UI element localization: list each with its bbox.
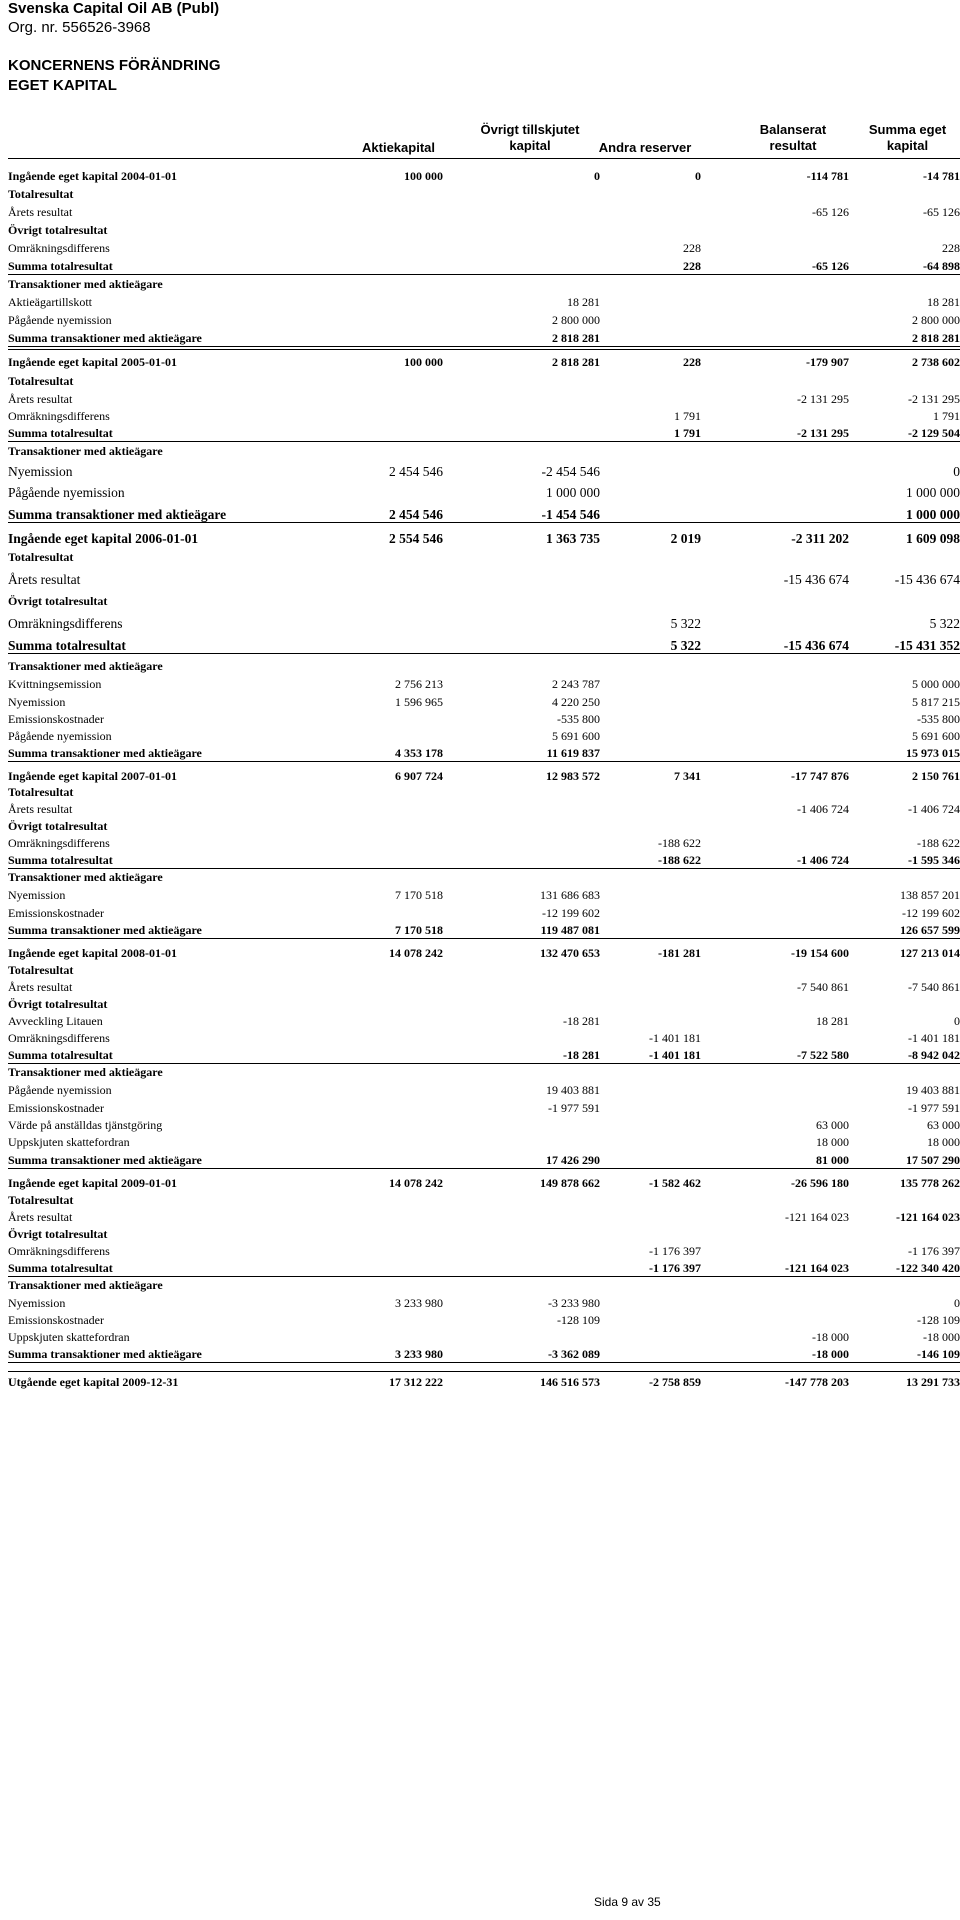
table-row-transaktioner-med-aktieagare xyxy=(8,1277,960,1294)
row-label: Summa transaktioner med aktieägare xyxy=(8,1153,202,1167)
table-row-pagaende-nyemission xyxy=(8,484,960,501)
report-title-line2: EGET KAPITAL xyxy=(8,77,117,94)
cell-summa-eget-kapital: 0 xyxy=(954,1014,960,1028)
table-row-uppskjuten-skattefordran xyxy=(8,1329,960,1346)
section-rule xyxy=(8,1371,960,1372)
cell-aktiekapital: 1 596 965 xyxy=(395,695,443,709)
row-label: Ingående eget kapital 2009-01-01 xyxy=(8,1176,177,1190)
row-label: Uppskjuten skattefordran xyxy=(8,1330,130,1344)
row-label: Summa totalresultat xyxy=(8,1261,113,1275)
cell-andra-reserver: 1 791 xyxy=(674,426,701,440)
cell-aktiekapital: 14 078 242 xyxy=(389,946,443,960)
table-row-summa-totalresultat xyxy=(8,637,960,654)
cell-ovrigt-tillskjutet-kapital: 119 487 081 xyxy=(540,923,600,937)
table-row-nyemission xyxy=(8,1295,960,1312)
row-rule xyxy=(8,1168,960,1169)
cell-summa-eget-kapital: 135 778 262 xyxy=(900,1176,960,1190)
cell-ovrigt-tillskjutet-kapital: 19 403 881 xyxy=(546,1083,600,1097)
table-row-nyemission xyxy=(8,694,960,711)
cell-summa-eget-kapital: -2 131 295 xyxy=(908,392,960,406)
cell-aktiekapital: 6 907 724 xyxy=(395,769,443,783)
table-row-ingaende-eget-kapital-2009-01-01 xyxy=(8,1175,960,1192)
cell-summa-eget-kapital: -535 800 xyxy=(917,712,960,726)
table-row-avveckling-litauen xyxy=(8,1013,960,1030)
cell-summa-eget-kapital: -146 109 xyxy=(917,1347,960,1361)
cell-summa-eget-kapital: 2 800 000 xyxy=(912,313,960,327)
cell-summa-eget-kapital: -14 781 xyxy=(923,169,960,183)
table-row-omrakningsdifferens xyxy=(8,835,960,852)
cell-summa-eget-kapital: -121 164 023 xyxy=(896,1210,960,1224)
table-row-arets-resultat xyxy=(8,571,960,588)
cell-aktiekapital: 7 170 518 xyxy=(395,923,443,937)
table-row-summa-totalresultat xyxy=(8,1047,960,1064)
cell-summa-eget-kapital: 2 150 761 xyxy=(912,769,960,783)
row-label: Emissionskostnader xyxy=(8,1101,104,1115)
cell-ovrigt-tillskjutet-kapital: 2 243 787 xyxy=(552,677,600,691)
row-label: Totalresultat xyxy=(8,374,74,388)
cell-ovrigt-tillskjutet-kapital: 2 800 000 xyxy=(552,313,600,327)
cell-ovrigt-tillskjutet-kapital: 4 220 250 xyxy=(552,695,600,709)
cell-summa-eget-kapital: 1 000 000 xyxy=(906,507,960,522)
row-label: Pågående nyemission xyxy=(8,1083,112,1097)
row-label: Transaktioner med aktieägare xyxy=(8,277,163,291)
cell-balanserat-resultat: -2 311 202 xyxy=(791,531,849,546)
table-row-summa-totalresultat xyxy=(8,1260,960,1277)
cell-balanserat-resultat: -7 522 580 xyxy=(797,1048,849,1062)
row-rule xyxy=(8,346,960,347)
cell-summa-eget-kapital: -1 977 591 xyxy=(908,1101,960,1115)
cell-andra-reserver: -1 582 462 xyxy=(649,1176,701,1190)
table-row-ovrigt-totalresultat xyxy=(8,222,960,239)
row-label: Ingående eget kapital 2007-01-01 xyxy=(8,769,177,783)
row-label: Uppskjuten skattefordran xyxy=(8,1135,130,1149)
cell-andra-reserver: 0 xyxy=(695,169,701,183)
row-label: Årets resultat xyxy=(8,802,73,816)
cell-summa-eget-kapital: -15 431 352 xyxy=(894,638,960,653)
cell-andra-reserver: 228 xyxy=(683,259,701,273)
row-label: Omräkningsdifferens xyxy=(8,836,110,850)
cell-summa-eget-kapital: 0 xyxy=(953,464,960,479)
row-label: Ingående eget kapital 2008-01-01 xyxy=(8,946,177,960)
table-row-arets-resultat xyxy=(8,204,960,221)
column-header-ovrigt-tillskjutet-kapital: Övrigt tillskjutet kapital xyxy=(480,122,580,153)
cell-summa-eget-kapital: -8 942 042 xyxy=(908,1048,960,1062)
table-row-emissionskostnader xyxy=(8,711,960,728)
cell-ovrigt-tillskjutet-kapital: -18 281 xyxy=(563,1014,600,1028)
table-row-kvittningsemission xyxy=(8,676,960,693)
row-label: Övrigt totalresultat xyxy=(8,223,108,237)
cell-andra-reserver: 2 019 xyxy=(670,531,701,546)
cell-ovrigt-tillskjutet-kapital: 18 281 xyxy=(567,295,600,309)
row-label: Summa totalresultat xyxy=(8,426,113,440)
cell-summa-eget-kapital: 5 322 xyxy=(929,616,960,631)
cell-balanserat-resultat: -179 907 xyxy=(806,355,849,369)
table-row-ovrigt-totalresultat xyxy=(8,996,960,1013)
cell-summa-eget-kapital: 17 507 290 xyxy=(906,1153,960,1167)
row-rule xyxy=(8,1362,960,1363)
cell-aktiekapital: 2 454 546 xyxy=(389,507,443,522)
cell-ovrigt-tillskjutet-kapital: 12 983 572 xyxy=(546,769,600,783)
table-row-summa-totalresultat xyxy=(8,258,960,275)
table-row-summa-transaktioner-med-aktieagare xyxy=(8,922,960,939)
page-number: Sida 9 av 35 xyxy=(594,1895,661,1909)
cell-ovrigt-tillskjutet-kapital: 146 516 573 xyxy=(540,1375,600,1389)
cell-andra-reserver: 1 791 xyxy=(674,409,701,423)
table-row-transaktioner-med-aktieagare xyxy=(8,869,960,886)
cell-ovrigt-tillskjutet-kapital: -535 800 xyxy=(557,712,600,726)
cell-andra-reserver: 5 322 xyxy=(670,638,701,653)
cell-balanserat-resultat: -18 000 xyxy=(812,1347,849,1361)
table-row-transaktioner-med-aktieagare xyxy=(8,1064,960,1081)
cell-summa-eget-kapital: -15 436 674 xyxy=(894,572,960,587)
cell-summa-eget-kapital: 63 000 xyxy=(927,1118,960,1132)
cell-summa-eget-kapital: 1 000 000 xyxy=(906,485,960,500)
row-label: Övrigt totalresultat xyxy=(8,594,108,608)
row-label: Totalresultat xyxy=(8,963,74,977)
cell-aktiekapital: 100 000 xyxy=(404,169,443,183)
row-label: Transaktioner med aktieägare xyxy=(8,870,163,884)
row-rule xyxy=(8,441,960,442)
cell-aktiekapital: 2 454 546 xyxy=(389,464,443,479)
cell-ovrigt-tillskjutet-kapital: 132 470 653 xyxy=(540,946,600,960)
cell-andra-reserver: -1 401 181 xyxy=(649,1031,701,1045)
row-label: Nyemission xyxy=(8,464,73,479)
table-row-arets-resultat xyxy=(8,391,960,408)
row-label: Transaktioner med aktieägare xyxy=(8,444,163,458)
cell-andra-reserver: -181 281 xyxy=(658,946,701,960)
cell-balanserat-resultat: 18 281 xyxy=(816,1014,849,1028)
cell-balanserat-resultat: -15 436 674 xyxy=(783,572,849,587)
row-label: Årets resultat xyxy=(8,980,73,994)
row-label: Utgående eget kapital 2009-12-31 xyxy=(8,1375,179,1389)
row-label: Årets resultat xyxy=(8,392,73,406)
cell-summa-eget-kapital: -64 898 xyxy=(923,259,960,273)
cell-summa-eget-kapital: -1 401 181 xyxy=(908,1031,960,1045)
cell-balanserat-resultat: -121 164 023 xyxy=(785,1210,849,1224)
row-label: Ingående eget kapital 2005-01-01 xyxy=(8,355,177,369)
cell-ovrigt-tillskjutet-kapital: 0 xyxy=(594,169,600,183)
row-label: Årets resultat xyxy=(8,205,73,219)
row-label: Omräkningsdifferens xyxy=(8,1031,110,1045)
row-label: Övrigt totalresultat xyxy=(8,997,108,1011)
table-row-pagaende-nyemission xyxy=(8,728,960,745)
cell-summa-eget-kapital: 18 281 xyxy=(927,295,960,309)
table-row-emissionskostnader xyxy=(8,905,960,922)
cell-balanserat-resultat: -121 164 023 xyxy=(785,1261,849,1275)
column-header-summa-eget-kapital: Summa eget kapital xyxy=(868,122,947,153)
cell-summa-eget-kapital: -65 126 xyxy=(923,205,960,219)
row-label: Kvittningsemission xyxy=(8,677,102,691)
cell-balanserat-resultat: -65 126 xyxy=(812,205,849,219)
row-label: Övrigt totalresultat xyxy=(8,819,108,833)
row-label: Transaktioner med aktieägare xyxy=(8,1065,163,1079)
row-label: Summa transaktioner med aktieägare xyxy=(8,1347,202,1361)
row-label: Totalresultat xyxy=(8,187,74,201)
row-label: Nyemission xyxy=(8,888,66,902)
table-row-totalresultat xyxy=(8,784,960,801)
row-label: Summa transaktioner med aktieägare xyxy=(8,923,202,937)
row-label: Summa totalresultat xyxy=(8,853,113,867)
table-row-ingaende-eget-kapital-2007-01-01 xyxy=(8,768,960,785)
row-label: Omräkningsdifferens xyxy=(8,1244,110,1258)
cell-summa-eget-kapital: 126 657 599 xyxy=(900,923,960,937)
cell-summa-eget-kapital: -188 622 xyxy=(917,836,960,850)
cell-summa-eget-kapital: 127 213 014 xyxy=(900,946,960,960)
table-row-ovrigt-totalresultat xyxy=(8,818,960,835)
section-rule xyxy=(8,349,960,350)
table-row-totalresultat xyxy=(8,373,960,390)
row-rule xyxy=(8,522,960,523)
cell-ovrigt-tillskjutet-kapital: 2 818 281 xyxy=(552,331,600,345)
cell-balanserat-resultat: -26 596 180 xyxy=(791,1176,849,1190)
table-row-nyemission xyxy=(8,463,960,480)
row-label: Summa totalresultat xyxy=(8,259,113,273)
cell-summa-eget-kapital: 2 818 281 xyxy=(912,331,960,345)
row-label: Ingående eget kapital 2006-01-01 xyxy=(8,531,199,546)
table-row-utgaende-eget-kapital-2009-12-31 xyxy=(8,1374,960,1391)
cell-summa-eget-kapital: 15 973 015 xyxy=(906,746,960,760)
cell-summa-eget-kapital: -1 406 724 xyxy=(908,802,960,816)
cell-balanserat-resultat: -19 154 600 xyxy=(791,946,849,960)
table-row-omrakningsdifferens xyxy=(8,240,960,257)
column-header-aktiekapital: Aktiekapital xyxy=(362,140,435,155)
cell-summa-eget-kapital: 19 403 881 xyxy=(906,1083,960,1097)
row-label: Summa totalresultat xyxy=(8,1048,113,1062)
row-label: Totalresultat xyxy=(8,785,74,799)
table-row-transaktioner-med-aktieagare xyxy=(8,658,960,675)
row-label: Nyemission xyxy=(8,695,66,709)
cell-summa-eget-kapital: 228 xyxy=(942,241,960,255)
cell-summa-eget-kapital: -18 000 xyxy=(923,1330,960,1344)
cell-aktiekapital: 2 554 546 xyxy=(389,531,443,546)
table-row-pagaende-nyemission xyxy=(8,312,960,329)
cell-summa-eget-kapital: -7 540 861 xyxy=(908,980,960,994)
table-row-summa-totalresultat xyxy=(8,852,960,869)
cell-balanserat-resultat: -2 131 295 xyxy=(797,392,849,406)
cell-aktiekapital: 100 000 xyxy=(404,355,443,369)
row-label: Årets resultat xyxy=(8,1210,73,1224)
table-row-omrakningsdifferens xyxy=(8,1243,960,1260)
cell-aktiekapital: 3 233 980 xyxy=(395,1347,443,1361)
row-label: Årets resultat xyxy=(8,572,81,587)
table-row-totalresultat xyxy=(8,962,960,979)
cell-ovrigt-tillskjutet-kapital: -128 109 xyxy=(557,1313,600,1327)
row-label: Summa transaktioner med aktieägare xyxy=(8,331,202,345)
cell-summa-eget-kapital: 1 791 xyxy=(933,409,960,423)
cell-summa-eget-kapital: 2 738 602 xyxy=(912,355,960,369)
row-label: Transaktioner med aktieägare xyxy=(8,1278,163,1292)
cell-andra-reserver: -1 176 397 xyxy=(649,1261,701,1275)
cell-summa-eget-kapital: 13 291 733 xyxy=(906,1375,960,1389)
table-row-ovrigt-totalresultat xyxy=(8,593,960,610)
cell-summa-eget-kapital: 18 000 xyxy=(927,1135,960,1149)
cell-ovrigt-tillskjutet-kapital: 17 426 290 xyxy=(546,1153,600,1167)
cell-summa-eget-kapital: 1 609 098 xyxy=(906,531,960,546)
row-label: Pågående nyemission xyxy=(8,313,112,327)
column-header-andra-reserver: Andra reserver xyxy=(598,140,692,155)
table-row-totalresultat xyxy=(8,1192,960,1209)
table-row-varde-pa-anstalldas-tjanstgoring xyxy=(8,1117,960,1134)
cell-balanserat-resultat: 18 000 xyxy=(816,1135,849,1149)
table-row-arets-resultat xyxy=(8,979,960,996)
cell-summa-eget-kapital: 0 xyxy=(954,1296,960,1310)
table-row-aktieagartillskott xyxy=(8,294,960,311)
cell-balanserat-resultat: -1 406 724 xyxy=(797,853,849,867)
table-row-nyemission xyxy=(8,887,960,904)
row-label: Emissionskostnader xyxy=(8,712,104,726)
cell-summa-eget-kapital: 5 691 600 xyxy=(912,729,960,743)
row-label: Emissionskostnader xyxy=(8,1313,104,1327)
cell-summa-eget-kapital: -1 176 397 xyxy=(908,1244,960,1258)
table-row-emissionskostnader xyxy=(8,1100,960,1117)
row-label: Övrigt totalresultat xyxy=(8,1227,108,1241)
cell-aktiekapital: 14 078 242 xyxy=(389,1176,443,1190)
cell-summa-eget-kapital: -2 129 504 xyxy=(908,426,960,440)
cell-balanserat-resultat: 81 000 xyxy=(816,1153,849,1167)
table-row-transaktioner-med-aktieagare xyxy=(8,443,960,460)
cell-summa-eget-kapital: 5 000 000 xyxy=(912,677,960,691)
table-row-emissionskostnader xyxy=(8,1312,960,1329)
table-row-summa-transaktioner-med-aktieagare xyxy=(8,1152,960,1169)
cell-summa-eget-kapital: 138 857 201 xyxy=(900,888,960,902)
table-row-pagaende-nyemission xyxy=(8,1082,960,1099)
cell-summa-eget-kapital: 5 817 215 xyxy=(912,695,960,709)
cell-ovrigt-tillskjutet-kapital: -1 454 546 xyxy=(541,507,600,522)
table-row-ovrigt-totalresultat xyxy=(8,1226,960,1243)
cell-balanserat-resultat: -2 131 295 xyxy=(797,426,849,440)
table-row-ingaende-eget-kapital-2006-01-01 xyxy=(8,530,960,547)
cell-aktiekapital: 2 756 213 xyxy=(395,677,443,691)
cell-ovrigt-tillskjutet-kapital: 2 818 281 xyxy=(552,355,600,369)
cell-ovrigt-tillskjutet-kapital: 149 878 662 xyxy=(540,1176,600,1190)
row-label: Totalresultat xyxy=(8,1193,74,1207)
org-number: Org. nr. 556526-3968 xyxy=(8,19,151,36)
cell-ovrigt-tillskjutet-kapital: -18 281 xyxy=(563,1048,600,1062)
table-row-ingaende-eget-kapital-2005-01-01 xyxy=(8,354,960,371)
column-header-balanserat-resultat: Balanserat resultat xyxy=(759,122,827,153)
table-row-summa-transaktioner-med-aktieagare xyxy=(8,1346,960,1363)
table-row-transaktioner-med-aktieagare xyxy=(8,276,960,293)
cell-aktiekapital: 3 233 980 xyxy=(395,1296,443,1310)
cell-ovrigt-tillskjutet-kapital: 11 619 837 xyxy=(546,746,600,760)
cell-balanserat-resultat: -18 000 xyxy=(812,1330,849,1344)
row-rule xyxy=(8,938,960,939)
cell-aktiekapital: 7 170 518 xyxy=(395,888,443,902)
cell-ovrigt-tillskjutet-kapital: 5 691 600 xyxy=(552,729,600,743)
row-rule xyxy=(8,761,960,762)
cell-balanserat-resultat: 63 000 xyxy=(816,1118,849,1132)
row-label: Pågående nyemission xyxy=(8,729,112,743)
cell-balanserat-resultat: -17 747 876 xyxy=(791,769,849,783)
row-label: Emissionskostnader xyxy=(8,906,104,920)
cell-andra-reserver: -188 622 xyxy=(658,836,701,850)
cell-ovrigt-tillskjutet-kapital: -1 977 591 xyxy=(548,1101,600,1115)
cell-andra-reserver: 5 322 xyxy=(670,616,701,631)
row-label: Avveckling Litauen xyxy=(8,1014,103,1028)
table-row-totalresultat xyxy=(8,186,960,203)
cell-summa-eget-kapital: -1 595 346 xyxy=(908,853,960,867)
cell-ovrigt-tillskjutet-kapital: -3 362 089 xyxy=(548,1347,600,1361)
cell-ovrigt-tillskjutet-kapital: -2 454 546 xyxy=(541,464,600,479)
cell-summa-eget-kapital: -128 109 xyxy=(917,1313,960,1327)
row-label: Summa transaktioner med aktieägare xyxy=(8,507,227,522)
row-label: Summa transaktioner med aktieägare xyxy=(8,746,202,760)
cell-balanserat-resultat: -114 781 xyxy=(806,169,849,183)
cell-summa-eget-kapital: -12 199 602 xyxy=(902,906,960,920)
cell-ovrigt-tillskjutet-kapital: 1 000 000 xyxy=(546,485,600,500)
cell-aktiekapital: 17 312 222 xyxy=(389,1375,443,1389)
row-label: Transaktioner med aktieägare xyxy=(8,659,163,673)
table-row-ingaende-eget-kapital-2008-01-01 xyxy=(8,945,960,962)
cell-andra-reserver: 7 341 xyxy=(674,769,701,783)
cell-andra-reserver: -1 401 181 xyxy=(649,1048,701,1062)
table-row-omrakningsdifferens xyxy=(8,1030,960,1047)
row-label: Omräkningsdifferens xyxy=(8,616,123,631)
cell-balanserat-resultat: -1 406 724 xyxy=(797,802,849,816)
cell-andra-reserver: 228 xyxy=(683,241,701,255)
row-label: Ingående eget kapital 2004-01-01 xyxy=(8,169,177,183)
table-row-uppskjuten-skattefordran xyxy=(8,1134,960,1151)
cell-balanserat-resultat: -65 126 xyxy=(812,259,849,273)
row-rule xyxy=(8,653,960,654)
table-row-ingaende-eget-kapital-2004-01-01 xyxy=(8,168,960,185)
row-label: Totalresultat xyxy=(8,550,74,564)
table-row-arets-resultat xyxy=(8,1209,960,1226)
row-label: Nyemission xyxy=(8,1296,66,1310)
row-label: Aktieägartillskott xyxy=(8,295,92,309)
cell-balanserat-resultat: -147 778 203 xyxy=(785,1375,849,1389)
cell-aktiekapital: 4 353 178 xyxy=(395,746,443,760)
cell-balanserat-resultat: -7 540 861 xyxy=(797,980,849,994)
report-title-line1: KONCERNENS FÖRÄNDRING xyxy=(8,57,221,74)
cell-ovrigt-tillskjutet-kapital: 131 686 683 xyxy=(540,888,600,902)
table-row-omrakningsdifferens xyxy=(8,615,960,632)
cell-andra-reserver: -1 176 397 xyxy=(649,1244,701,1258)
table-row-summa-transaktioner-med-aktieagare xyxy=(8,506,960,523)
cell-ovrigt-tillskjutet-kapital: -3 233 980 xyxy=(548,1296,600,1310)
header-rule xyxy=(8,158,960,159)
cell-andra-reserver: -2 758 859 xyxy=(649,1375,701,1389)
row-label: Omräkningsdifferens xyxy=(8,241,110,255)
cell-summa-eget-kapital: -122 340 420 xyxy=(896,1261,960,1275)
table-row-arets-resultat xyxy=(8,801,960,818)
cell-balanserat-resultat: -15 436 674 xyxy=(783,638,849,653)
cell-ovrigt-tillskjutet-kapital: -12 199 602 xyxy=(542,906,600,920)
table-row-omrakningsdifferens xyxy=(8,408,960,425)
row-label: Värde på anställdas tjänstgöring xyxy=(8,1118,163,1132)
company-name: Svenska Capital Oil AB (Publ) xyxy=(8,0,220,17)
cell-andra-reserver: 228 xyxy=(683,355,701,369)
table-row-summa-totalresultat xyxy=(8,425,960,442)
table-row-summa-transaktioner-med-aktieagare xyxy=(8,745,960,762)
table-row-totalresultat xyxy=(8,549,960,566)
row-label: Summa totalresultat xyxy=(8,638,126,653)
row-label: Pågående nyemission xyxy=(8,485,125,500)
cell-ovrigt-tillskjutet-kapital: 1 363 735 xyxy=(546,531,600,546)
row-rule xyxy=(8,274,960,275)
cell-andra-reserver: -188 622 xyxy=(658,853,701,867)
row-label: Omräkningsdifferens xyxy=(8,409,110,423)
table-row-summa-transaktioner-med-aktieagare xyxy=(8,330,960,347)
